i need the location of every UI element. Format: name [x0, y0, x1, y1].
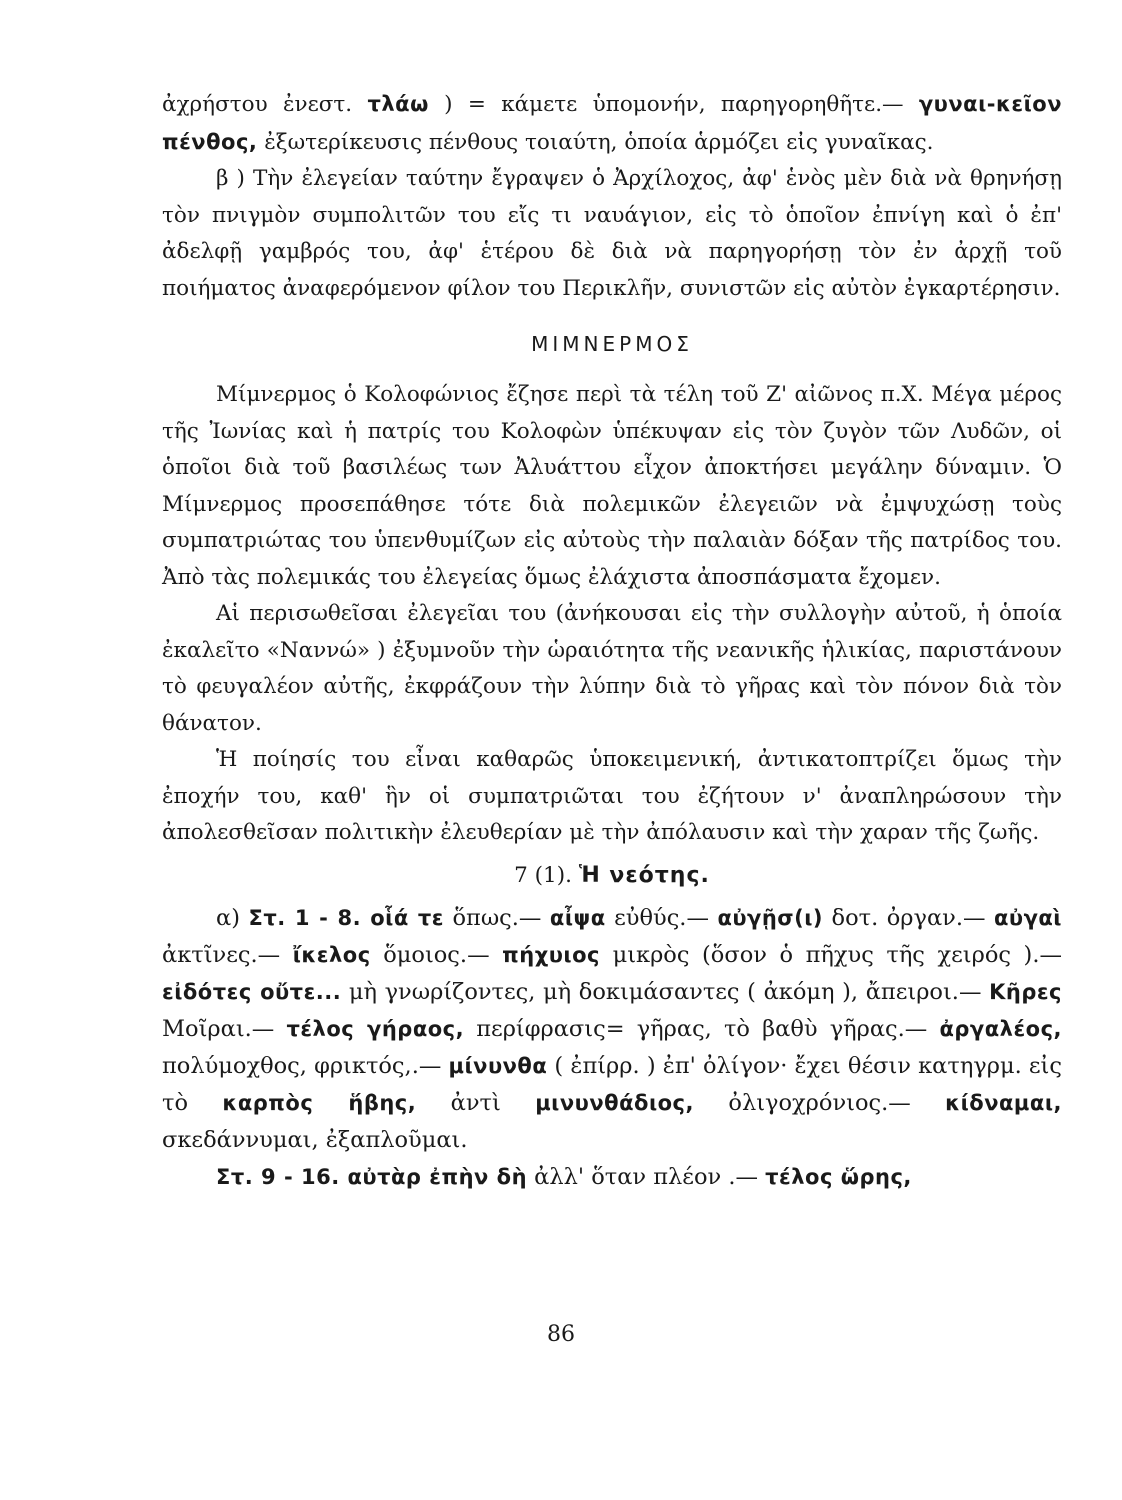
- bold-term: Κῆρες: [989, 979, 1062, 1004]
- paragraph-intro: [162, 86, 1062, 161]
- poem-title: [162, 858, 1062, 894]
- bold-term: εἰδότες οὔτε...: [162, 979, 342, 1004]
- bold-term: γυναι-κεῖον πένθος,: [162, 92, 1062, 154]
- text-run: σκεδάννυμαι, ἐξαπλοῦμαι.: [162, 1126, 468, 1153]
- bold-term: αἶψα: [549, 905, 606, 930]
- bold-term: πήχυιος: [502, 942, 600, 967]
- bold-term: ἀργαλέος,: [939, 1016, 1062, 1041]
- text-run: πολύμοχθος, φρικτός,.—: [162, 1052, 449, 1079]
- bold-term: κίδναμαι,: [945, 1090, 1062, 1115]
- text-run: ) = κάμετε ὑπομονήν, παρηγορηθῆτε.—: [428, 92, 919, 117]
- poem-title-text: Ἡ νεότης.: [578, 862, 710, 888]
- bold-term: Στ. 1 - 8. οἷά τε: [248, 905, 444, 930]
- text-run: μικρὸς (ὅσον ὁ πῆχυς τῆς χειρός ).—: [600, 941, 1062, 968]
- paragraph-mimnermos-bio: Μίμνερμος ὁ Κολοφώνιος ἔζησε περὶ τὰ τέλη τοῦ Ζ' αἰῶνος π.Χ. Μέγα μέρος τῆς Ἰωνίας καὶ ἡ πατρίς του Κολοφὼν ὑπέκυψαν εἰς τὸν ζυγὸν τῶν Λυδῶν, οἱ ὁποῖοι διὰ τοῦ βασιλέως των Ἀλυάττου εἶχον ἀποκτήσει μεγάλην δύναμιν. Ὁ Μίμνερμος προσεπάθησε τότε διὰ πολεμικῶν ἐλεγειῶν νὰ ἐμψυχώσῃ τοὺς συμπατριώτας του ὑπενθυμίζων εἰς αὐτοὺς τὴν παλαιὰν δόξαν τῆς πατρίδος του. Ἀπὸ τὰς πολεμικάς του ἐλεγείας ὅμως ἐλάχιστα ἀποσπάσματα ἔχομεν.: [162, 382, 1062, 590]
- text-run: δοτ. ὀργαν.—: [823, 904, 994, 931]
- paragraph-archilochus: β ) Τὴν ἐλεγείαν ταύτην ἔγραψεν ὁ Ἀρχίλοχος, ἀφ' ἑνὸς μὲν διὰ νὰ θρηνήσῃ τὸν πνιγμὸν συμπολιτῶν του εἴς τι ναυάγιον, εἰς τὸ ὁποῖον ἐπνίγη καὶ ὁ ἐπ' ἀδελφῇ γαμβρός του, ἀφ' ἑτέρου δὲ διὰ νὰ παρηγορήσῃ τὸν ἐν ἀρχῇ τοῦ ποιήματος ἀναφερόμενον φίλον του Περικλῆν, συνιστῶν εἰς αὐτὸν ἐγκαρτέρησιν.: [162, 166, 1062, 301]
- text-run: ἀλλ' ὅταν πλέον .—: [527, 1163, 766, 1190]
- notes-verses-1-8: [162, 900, 1062, 1159]
- paragraph-poetry: Ἡ ποίησίς του εἶναι καθαρῶς ὑποκειμενική, ἀντικατοπτρίζει ὅμως τὴν ἐποχήν του, καθ' ἣν οἱ συμπατριῶται του ἐζήτουν ν' ἀναπληρώσουν τὴν ἀπολεσθεῖσαν πολιτικὴν ἐλευθερίαν μὲ τὴν ἀπόλαυσιν καὶ τὴν χαραν τῆς ζωῆς.: [162, 747, 1062, 845]
- text-run: ἀχρήστου ἐνεστ.: [162, 92, 368, 117]
- text-run: ὀλιγοχρόνιος.—: [693, 1089, 946, 1116]
- bold-term: Στ. 9 - 16. αὐτὰρ ἐπὴν δὴ: [216, 1164, 528, 1189]
- text-run: Μοῖραι.—: [162, 1015, 287, 1042]
- text-run: μὴ γνωρίζοντες, μὴ δοκιμάσαντες ( ἀκόμη ), ἄπειροι.—: [341, 978, 990, 1005]
- section-heading-mimnermos: ΜΙΜΝΕΡΜΟΣ: [531, 332, 693, 356]
- page-number: 86: [547, 1322, 575, 1347]
- text-run: α): [216, 904, 249, 931]
- bold-term: τέλος γήραος,: [286, 1016, 465, 1041]
- bold-term: αὐγῇσ(ι): [717, 905, 824, 930]
- text-run: ( ἐπίρρ. ) ἐπ' ὀλίγον· ἔχει θέσιν κατηγρμ. εἰς τὸ: [162, 1052, 1062, 1116]
- text-run: ἐξωτερίκευσις πένθους τοιαύτη, ὁποία ἁρμόζει εἰς γυναῖκας.: [257, 129, 934, 155]
- bold-term: τλάω: [367, 92, 429, 116]
- bold-term: μίνυνθα: [448, 1053, 548, 1078]
- bold-term: καρπὸς ἥβης,: [222, 1090, 417, 1115]
- notes-verses-9-16: [162, 1159, 1062, 1196]
- bold-term: αὐγαὶ: [993, 905, 1062, 930]
- text-run: ἀκτῖνες.—: [162, 941, 293, 968]
- bold-term: ἴκελος: [292, 942, 371, 967]
- paragraph-elegies: Αἱ περισωθεῖσαι ἐλεγεῖαι του (ἀνήκουσαι εἰς τὴν συλλογὴν αὐτοῦ, ἡ ὁποία ἐκαλεῖτο «Ναννώ» ) ἐξυμνοῦν τὴν ὡραιότητα τῆς νεανικῆς ἡλικίας, παριστάνουν τὸ φευγαλέον αὐτῆς, ἐκφράζουν τὴν λύπην διὰ τὸ γῆρας καὶ τὸν πόνον διὰ τὸν θάνατον.: [162, 601, 1062, 736]
- text-run: εὐθύς.—: [605, 904, 718, 931]
- text-run: περίφρασις= γῆρας, τὸ βαθὺ γῆρας.—: [464, 1015, 940, 1042]
- text-run: ὅμοιος.—: [370, 941, 503, 968]
- bold-term: τέλος ὥρης,: [765, 1164, 912, 1189]
- poem-number: 7 (1).: [514, 862, 572, 888]
- text-run: ὅπως.—: [444, 904, 550, 931]
- text-run: ἀντὶ: [416, 1089, 536, 1116]
- bold-term: μινυνθάδιος,: [535, 1090, 694, 1115]
